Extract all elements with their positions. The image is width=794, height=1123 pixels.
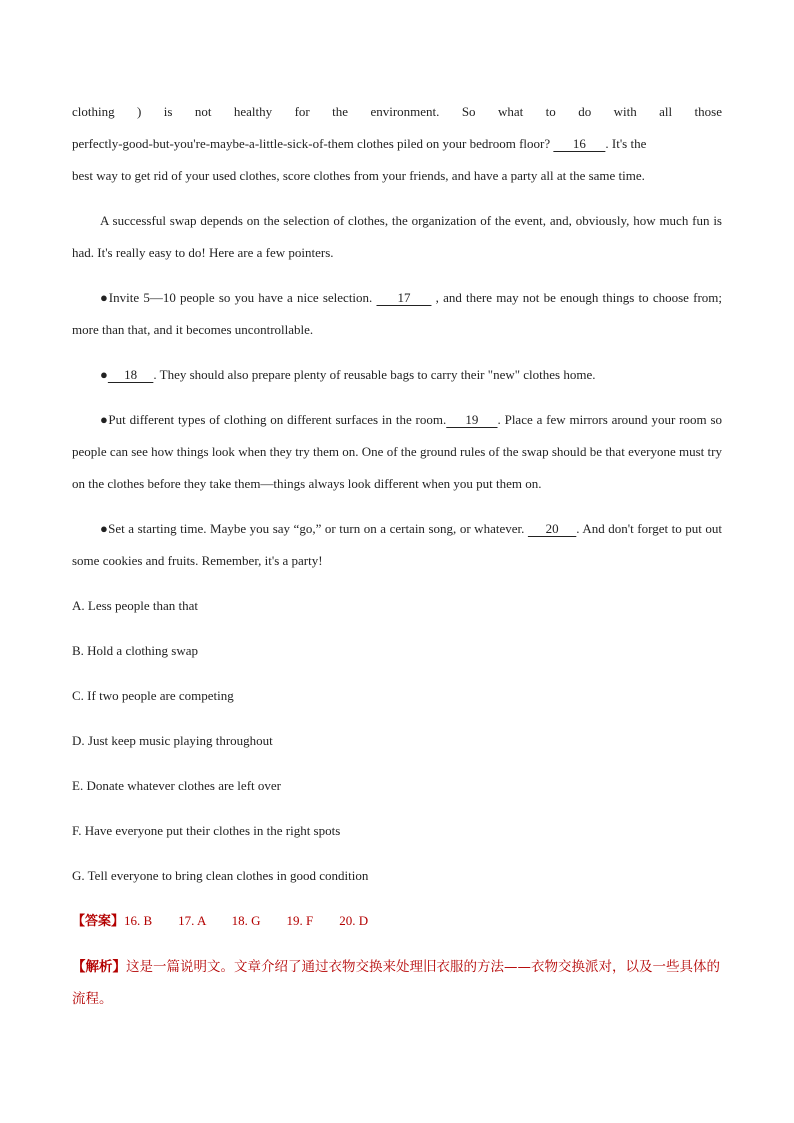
analysis-paragraph — [72, 951, 722, 1015]
pointer-item — [72, 404, 722, 500]
pointer-item — [72, 513, 722, 577]
answer-line — [72, 905, 722, 938]
option-e: E. Donate whatever clothes are left over — [72, 778, 281, 793]
passage-text: , and there may not be enough things to choose from; more than that, and it becomes uncontrollable. — [72, 290, 722, 337]
passage-text: . They should also prepare plenty of reusable bags to carry their "new" clothes home. — [153, 367, 596, 382]
passage-text: . It's the — [605, 136, 647, 151]
blank-17: 17 — [376, 290, 432, 305]
option-f: F. Have everyone put their clothes in the right spots — [72, 823, 341, 838]
passage-text: perfectly-good-but-you're-maybe-a-little-sick-of-them clothes piled on your bedroom floor? — [72, 136, 554, 151]
option-g: G. Tell everyone to bring clean clothes in good condition — [72, 868, 369, 883]
answer-tag: 【答案】 — [72, 914, 125, 929]
option-c: C. If two people are competing — [72, 688, 234, 703]
analysis-tag: 【解析】 — [72, 959, 126, 975]
passage-text: ●Set a starting time. Maybe you say “go,” or turn on a certain song, or whatever. — [100, 521, 528, 536]
answer-text: 16. B 17. A 18. G 19. F 20. D — [124, 913, 369, 928]
bullet-icon: ● — [100, 367, 108, 382]
passage-text: . And don't forget to put out some cookies and fruits. Remember, it's a party! — [72, 521, 723, 568]
passage-text: ●Put different types of clothing on different surfaces in the room. — [100, 412, 447, 427]
passage-line: best way to get rid of your used clothes, score clothes from your friends, and have a party all at the same time. — [72, 168, 645, 183]
blank-20: 20 — [527, 521, 577, 536]
analysis-text: 这是一篇说明文。文章介绍了通过衣物交换来处理旧衣服的方法——衣物交换派对，以及一些具体的流程。 — [72, 959, 720, 1007]
passage-text: ●Invite 5—10 people so you have a nice selection. — [100, 290, 377, 305]
blank-19: 19 — [446, 412, 498, 427]
passage-line: clothing ) is not healthy for the environment. So what to do with all those — [72, 104, 722, 119]
option-a: A. Less people than that — [72, 598, 198, 613]
pointer-item — [72, 359, 722, 391]
blank-18: 18 — [107, 367, 154, 382]
passage-line — [72, 128, 722, 160]
option-d: D. Just keep music playing throughout — [72, 733, 273, 748]
passage-paragraph: A successful swap depends on the selection of clothes, the organization of the event, and, obviously, how much fun is had. It's really easy to do! Here are a few pointers. — [72, 213, 722, 260]
blank-16: 16 — [553, 136, 606, 151]
pointer-item — [72, 282, 722, 346]
document-page — [72, 96, 722, 1015]
passage-text: . Place a few mirrors around your room so people can see how things look when they try them on. One of the ground rules of the swap should be that everyone must try on the clothes before they take them—things always look different when you put them on. — [72, 412, 722, 491]
option-b: B. Hold a clothing swap — [72, 643, 199, 658]
